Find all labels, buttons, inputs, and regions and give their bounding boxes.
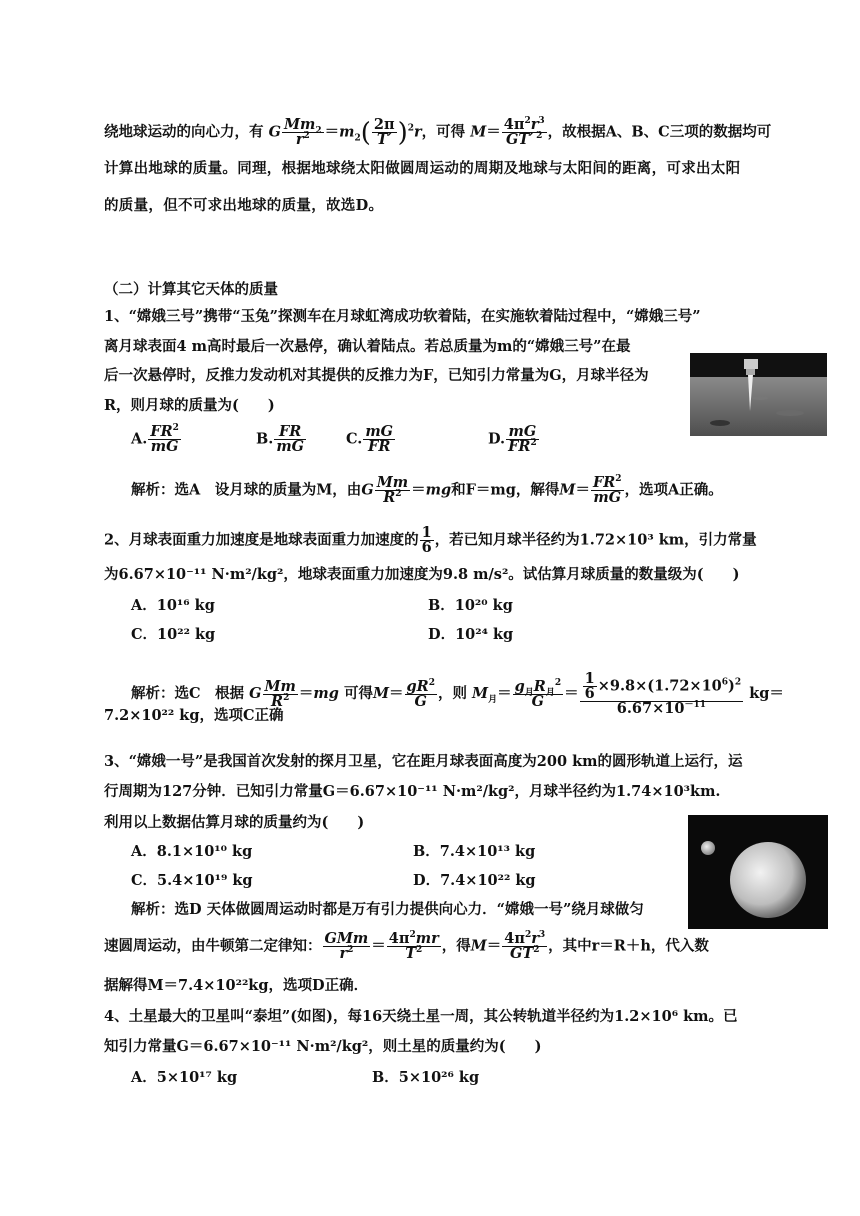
q3-line-3: 利用以上数据估算月球的质量约为( ) (104, 814, 365, 831)
q1-line-3: 后一次悬停时，反推力发动机对其提供的反推力为F，已知引力常量为G，月球半径为 (104, 367, 649, 384)
q1-option-d: D. $\frac{mG}{FR^2}$ (488, 423, 537, 455)
q2-option-d: D．10²⁴ kg (428, 626, 514, 643)
q4-line-1: 4、土星最大的卫星叫“泰坦”(如图)，每16天绕土星一周，其公转轨道半径约为1.2×10⁶ km。已 (104, 1008, 738, 1025)
q1-line-4: R，则月球的质量为( ) (104, 397, 275, 414)
moon-planet-image (688, 815, 828, 929)
q1-line-2: 离月球表面4 m高时最后一次悬停，确认着陆点。若总质量为m的“嫦娥三号”在最 (104, 338, 631, 355)
q3-option-a: A．8.1×10¹⁰ kg (131, 843, 253, 860)
prev-analysis-line-2: 计算出地球的质量。同理，根据地球绕太阳做圆周运动的周期及地球与太阳间的距离，可求出太阳 (104, 160, 741, 177)
q1-analysis: 解析：选A 设月球的质量为M，由G $\frac{Mm}{R^2}$ ＝mg和F＝mg，解得M＝ $\frac{FR^2}{mG}$ ，选项A正确。 (131, 474, 723, 506)
lunar-landing-image (690, 353, 827, 436)
q1-option-c: C. $\frac{mG}{FR}$ (346, 423, 394, 455)
q2-line-2: 为6.67×10⁻¹¹ N·m²/kg²，地球表面重力加速度为9.8 m/s²。试估算月球质量的数量级为( ) (104, 566, 740, 583)
formula-gravity: $\frac{Mm_2}{r^2}$ (283, 116, 322, 148)
formula-mass: $\frac{4\pi^2r^3}{GT' ^2}$ (503, 116, 545, 148)
q1-option-a: A. $\frac{FR^2}{mG}$ (131, 423, 179, 455)
q3-line-2: 行周期为127分钟．已知引力常量G＝6.67×10⁻¹¹ N·m²/kg²，月球半径约为1.74×10³km. (104, 783, 721, 800)
q2-option-b: B．10²⁰ kg (428, 597, 513, 614)
q3-analysis-line-1: 解析：选D 天体做圆周运动时都是万有引力提供向心力．“嫦娥一号”绕月球做匀 (131, 901, 644, 918)
q2-analysis-result: 7.2×10²² kg，选项C正确 (104, 707, 284, 724)
q4-option-b: B．5×10²⁶ kg (372, 1069, 480, 1086)
q3-analysis-line-2: 速圆周运动，由牛顿第二定律知： $\frac{\text{GMm}}{r^2}$ ＝ $\frac{4\pi^2mr}{T^2}$ ，得M＝ $\frac{4\pi^2r^3}{GT^2}$ ，其中r＝R＋h，代入数 (104, 930, 709, 962)
q3-option-c: C．5.4×10¹⁹ kg (131, 872, 253, 889)
q4-option-a: A．5×10¹⁷ kg (131, 1069, 238, 1086)
q2-option-c: C．10²² kg (131, 626, 216, 643)
section-title: （二）计算其它天体的质量 (104, 281, 278, 298)
q4-line-2: 知引力常量G＝6.67×10⁻¹¹ N·m²/kg²，则土星的质量约为( ) (104, 1038, 542, 1055)
q3-option-d: D．7.4×10²² kg (413, 872, 536, 889)
q2-line-1: 2、月球表面重力加速度是地球表面重力加速度的 $\frac{1}{6}$ ，若已知月球半径约为1.72×10³ km，引力常量 (104, 524, 757, 556)
q1-option-b: B. $\frac{FR}{mG}$ (256, 423, 305, 455)
q1-line-1: 1、“嫦娥三号”携带“玉兔”探测车在月球虹湾成功软着陆，在实施软着陆过程中，“嫦娥三号” (104, 308, 701, 325)
q2-analysis: 解析：选C 根据 G $\frac{Mm}{R^2}$ ＝mg 可得M＝ $\frac{gR^2}{G}$ ，则 $M_月=$ $\frac{g_月R_月^2}{G}$ ＝ $\frac{1}{6}$ $\times 9.8\times(1.72\times 10^6)^2$ $6.67\times 10^{-11}$ kg＝ (131, 670, 784, 717)
prev-analysis-line-1: 绕地球运动的向心力，有 G $\frac{Mm_2}{r^2}$ $=m_2$( $\frac{2\pi}{T'}$ )$^2$r，可得 M＝ $\frac{4\pi^2r^3}{GT' ^2}$ ，故根据A、B、C三项的数据均可 (104, 116, 772, 148)
prev-analysis-line-3: 的质量，但不可求出地球的质量，故选D。 (104, 197, 384, 214)
q3-line-1: 3、“嫦娥一号”是我国首次发射的探月卫星，它在距月球表面高度为200 km的圆形轨道上运行，运 (104, 753, 743, 770)
q2-option-a: A．10¹⁶ kg (131, 597, 215, 614)
q3-analysis-line-3: 据解得M＝7.4×10²²kg，选项D正确． (104, 977, 369, 994)
q3-option-b: B．7.4×10¹³ kg (413, 843, 536, 860)
